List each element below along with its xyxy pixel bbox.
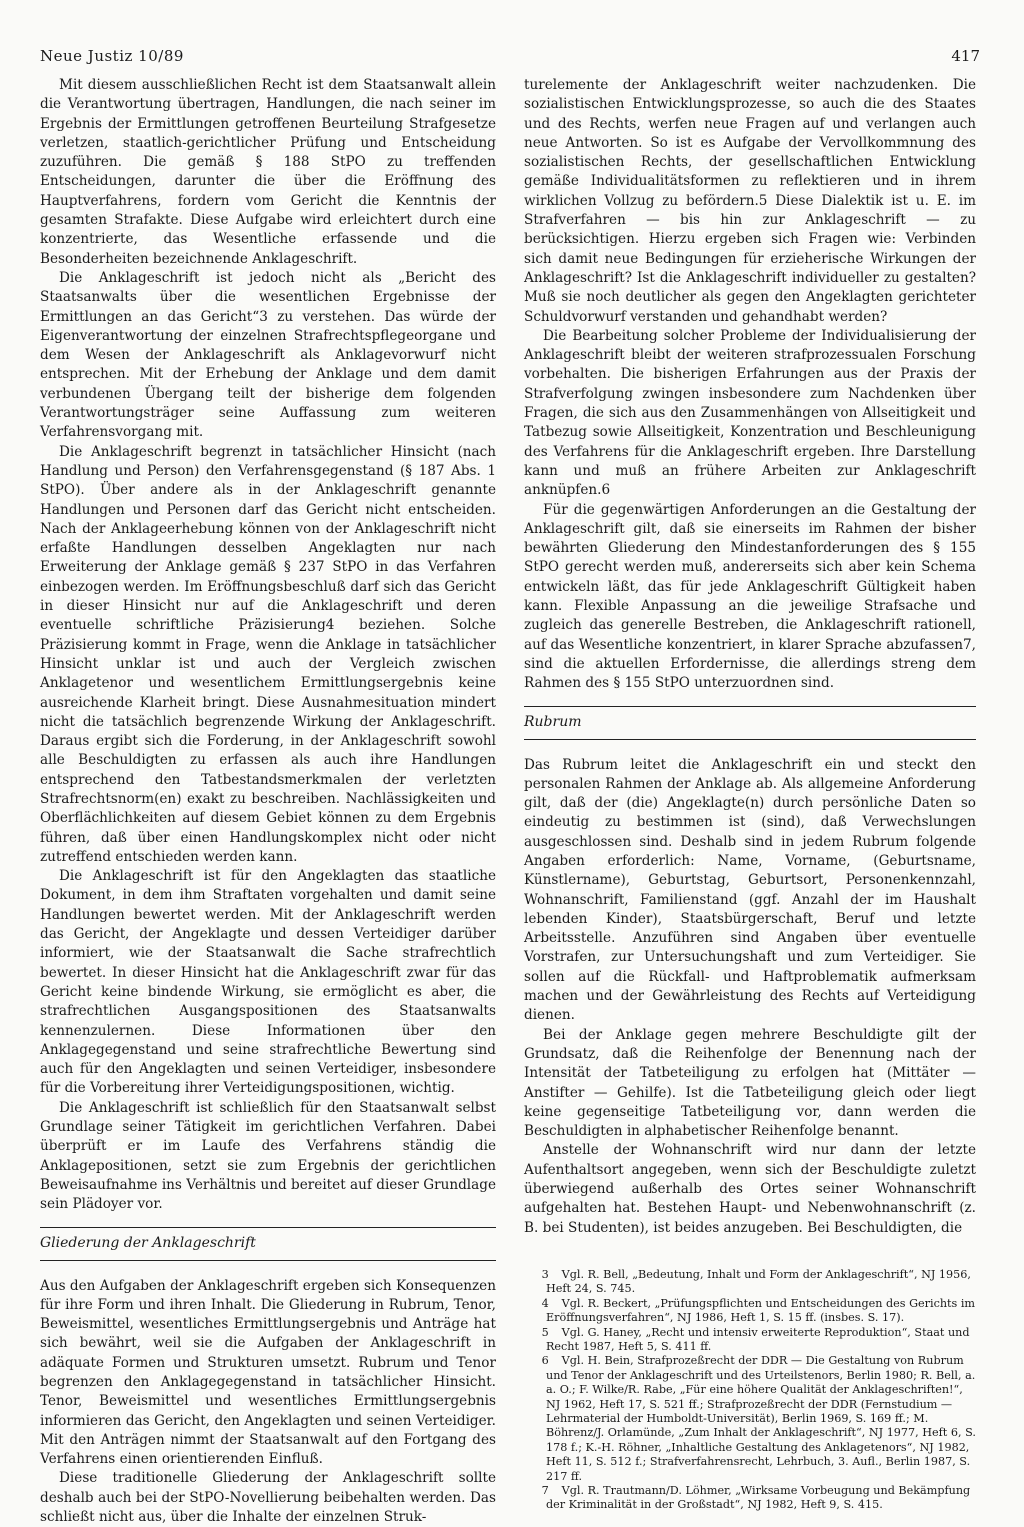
footnote-text: Vgl. R. Beckert, „Prüfungspflichten und Entscheidungen des Gerichts im Eröffnungsverfahren“, NJ 1986, Heft 1, S. 15 ff. (insbes. S. 17). [546,1296,976,1325]
paragraph: Anstelle der Wohnanschrift wird nur dann der letzte Aufenthaltsort angegeben, wenn sich der Beschuldigte zuletzt überwiegend außerhalb des Ortes seiner Wohnanschrift aufgehalten hat. Bestehen Haupt- und Nebenwohnanschrift (z. B. bei Studenten), ist beides anzugeben. Bei Beschuldigten, die [524,1142,976,1236]
paragraph: Für die gegenwärtigen Anforderungen an die Gestaltung der Anklageschrift gilt, daß sie einerseits im Rahmen der bisher bewährten Gliederung den Mindestanforderungen des § 155 StPO gerecht werden muß, andererseits sich aber kein Schema entwickeln läßt, das für jede Anklageschrift Gültigkeit haben kann. Flexible Anpassung an die jeweilige Strafsache und zugleich das generelle Bestreben, die Anklageschrift rationell, auf das Wesentliche konzentriert, in klarer Sprache abzufassen7, sind die aktuellen Erfordernisse, die allerdings streng dem Rahmen des § 155 StPO unterzuordnen sind. [524,501,976,692]
paragraph: Diese traditionelle Gliederung der Anklageschrift sollte deshalb auch bei der StPO-Novellierung beibehalten werden. Das schließt nicht aus, über die Inhalte der einzelnen Struk- [40,1470,496,1526]
paragraph: Die Anklageschrift ist schließlich für den Staatsanwalt selbst Grundlage seiner Tätigkeit im gerichtlichen Verfahren. Dabei überprüft er im Laufe des Verfahrens ständig die Anklagepositionen, setzt sie zum Ergebnis der gerichtlichen Beweisaufnahme ins Verhältnis und bereitet auf dieser Grundlage sein Plädoyer vor. [40,1099,496,1213]
footnote-number: 4 [541,1296,549,1310]
footnote-number: 6 [541,1354,549,1368]
paragraph: Aus den Aufgaben der Anklageschrift ergeben sich Konsequenzen für ihre Form und ihren Inhalt. Die Gliederung in Rubrum, Tenor, Beweismittel, wesentliches Ermittlungsergebnis und Anträge hat sich bewährt, weil sie die Aufgaben der Anklageschrift in adäquate Formen und Strukturen umsetzt. Rubrum und Tenor begrenzen den Anklagegegenstand in tatsächlicher Hinsicht. Tenor, Beweismittel und wesentliches Ermittlungsergebnis informieren das Gericht, den Angeklagten und seinen Verteidiger. Mit den Anträgen nimmt der Staatsanwalt auf den Fortgang des Verfahrens einen orientierenden Einfluß. [40,1277,496,1468]
footnote [524,1354,976,1484]
paragraph: Die Anklageschrift ist für den Angeklagten das staatliche Dokument, in dem ihm Straftaten vorgehalten und damit seine Handlungen bewertet werden. Mit der Anklageschrift werden das Gericht, der Angeklagte und dessen Verteidiger darüber informiert, wie der Staatsanwalt die Sache strafrechtlich bewertet. In dieser Hinsicht hat die Anklageschrift zwar für das Gericht keine bindende Wirkung, sie ermöglicht es aber, die strafrechtlichen Ausgangspositionen des Staatsanwalts kennenzulernen. Diese Informationen über den Anklagegegenstand und seine strafrechtliche Bewertung sind auch für den Angeklagten und seinen Verteidiger, insbesondere für die Vorbereitung ihrer Verteidigungspositionen, wichtig. [40,868,496,1097]
paragraph: Mit diesem ausschließlichen Recht ist dem Staatsanwalt allein die Verantwortung übertragen, Handlungen, die nach seiner im Ergebnis der Ermittlungen getroffenen Beurteilung Strafgesetze verletzen, staatlich-gerichtlicher Prüfung und Entscheidung zuzuführen. Die gemäß § 188 StPO zu treffenden Entscheidungen, darunter die über die Eröffnung des Hauptverfahrens, fordern vom Gericht die Kenntnis der gesamten Strafakte. Diese Aufgabe wird erleichtert durch eine konzentrierte, das Wesentliche erfassende und die Besonderheiten bezeichnende Anklageschrift. [40,77,496,267]
footnote [524,1484,976,1513]
footnote-number: 3 [541,1267,549,1281]
footnote-text: Vgl. R. Bell, „Bedeutung, Inhalt und Form der Anklageschrift“, NJ 1956, Heft 24, S. 745. [546,1267,971,1296]
paragraph: Bei der Anklage gegen mehrere Beschuldigte gilt der Grundsatz, daß die Reihenfolge der Benennung nach der Intensität der Tatbeteiligung zu erfolgen hat (Mittäter — Anstifter — Gehilfe). Ist die Tatbeteiligung gleich oder liegt keine gegenseitige Tatbeteiligung vor, dann werden die Beschuldigten in alphabetischer Reihenfolge benannt. [524,1026,976,1140]
footnote [524,1297,976,1326]
page-number: 417 [951,47,980,65]
footnote-text: Vgl. G. Haney, „Recht und intensiv erweiterte Reproduktion“, Staat und Recht 1987, Heft 5, S. 411 ff. [546,1325,970,1353]
footnote-number: 7 [541,1484,549,1498]
paragraph: turelemente der Anklageschrift weiter nachzudenken. Die sozialistischen Entwicklungsprozesse, so auch die des Staates und des Rechts, werfen neue Fragen auf und verlangen auch neue Antworten. So ist es Aufgabe der Vervollkommnung des sozialistischen Rechts, der gesellschaftlichen Entwicklung gemäße Individualitätsformen zu reflektieren und in ihrem wirklichen Vollzug zu befördern.5 Diese Dialektik ist u. E. im Strafverfahren — bis hin zur Anklageschrift — zu berücksichtigen. Hierzu ergeben sich Fragen wie: Verbinden sich damit neue Bedingungen für erzieherische Wirkungen der Anklageschrift? Ist die Anklageschrift individueller zu gestalten? Muß sie noch deutlicher als gegen den Angeklagten gerichteter Schuldvorwurf verstanden und gehandhabt werden? [524,77,976,325]
footnote-number: 5 [541,1325,549,1339]
paragraph: Die Anklageschrift ist jedoch nicht als „Bericht des Staatsanwalts über die wesentlichen Ergebnisse der Ermittlungen an das Gericht“3 zu verstehen. Das würde der Eigenverantwortung der einzelnen Strafrechtspflegeorgane und dem Wesen der Anklageschrift als Anklagevorwurf nicht entsprechen. Mit der Erhebung der Anklage und dem damit verbundenen Übergang teilt der bisherige dem folgenden Verantwortungsträger seine Auffassung zum weiteren Verfahrensvorgang mit. [40,269,496,441]
journal-title: Neue Justiz 10/89 [40,47,184,65]
paragraph: Die Bearbeitung solcher Probleme der Individualisierung der Anklageschrift bleibt der weiteren strafprozessualen Forschung vorbehalten. Die bisherigen Erfahrungen aus der Praxis der Strafverfolgung zwingen insbesondere zum Nachdenken über Fragen, die sich aus den Zusammenhängen von Allseitigkeit und Tatbezug sowie Allseitigkeit, Konzentration und Beschleunigung des Verfahrens für die Anklageschrift ergeben. Ihre Darstellung kann und muß an frühere Arbeiten zur Anklageschrift anknüpfen.6 [524,327,976,499]
right-column [524,76,976,1513]
footnote-text: Vgl. H. Bein, Strafprozeßrecht der DDR — Die Gestaltung von Rubrum und Tenor der Anklageschrift und des Urteilstenors, Berlin 1980; R. Bell, a. a. O.; F. Wilke/R. Rabe, „Für eine höhere Qualität der Anklageschriften!“, NJ 1962, Heft 17, S. 521 ff.; Strafprozeßrecht der DDR (Fernstudium — Lehrmaterial der Humboldt-Universität), Berlin 1969, S. 169 ff.; M. Böhrenz/J. Orlamünde, „Zum Inhalt der Anklageschrift“, NJ 1977, Heft 6, S. 178 f.; K.-H. Röhner, „Inhaltliche Gestaltung des Anklagetenors“, NJ 1982, Heft 11, S. 512 f.; Strafverfahrensrecht, Lehrbuch, 3. Aufl., Berlin 1987, S. 217 ff. [546,1354,976,1483]
paragraph: Die Anklageschrift begrenzt in tatsächlicher Hinsicht (nach Handlung und Person) den Verfahrensgegenstand (§ 187 Abs. 1 StPO). Über andere als in der Anklageschrift genannte Handlungen und Personen darf das Gericht nicht entscheiden. Nach der Anklageerhebung können von der Anklageschrift nicht erfaßte Handlungen desselben Angeklagten nur nach Erweiterung der Anklage gemäß § 237 StPO in das Verfahren einbezogen werden. Im Eröffnungsbeschluß darf sich das Gericht in dieser Hinsicht nur auf die Anklageschrift und deren eventuelle schriftliche Präzisierung4 beziehen. Solche Präzisierung kommt in Frage, wenn die Anklage in tatsächlicher Hinsicht unklar ist und auch der Vergleich zwischen Anklagetenor und wesentlichem Ermittlungsergebnis keine ausreichende Klarheit bringt. Diese Ausnahmesituation mindert nicht die tatsächlich begrenzende Wirkung der Anklageschrift. Daraus ergibt sich die Forderung, in der Anklageschrift sowohl alle Beschuldigten zu erfassen als auch ihre Handlungen entsprechend den Tatbestandsmerkmalen der verletzten Strafrechtsnorm(en) exakt zu beschreiben. Nachlässigkeiten und Oberflächlichkeiten auf diesem Gebiet können zu dem Ergebnis führen, daß über einen Handlungskomplex nicht oder nicht zutreffend entschieden werden kann. [40,443,496,865]
section-heading: Gliederung der Anklageschrift [40,1227,496,1261]
left-column [40,76,496,1527]
footnote [524,1326,976,1355]
page-header [40,44,980,68]
footnotes [524,1268,976,1513]
section-heading: Rubrum [524,706,976,740]
footnote [524,1268,976,1297]
footnote-text: Vgl. R. Trautmann/D. Löhmer, „Wirksame Vorbeugung und Bekämpfung der Kriminalität in der Großstadt“, NJ 1982, Heft 9, S. 415. [546,1484,971,1512]
paragraph: Das Rubrum leitet die Anklageschrift ein und steckt den personalen Rahmen der Anklage ab. Als allgemeine Anforderung gilt, daß der (die) Angeklagte(n) durch persönliche Daten so eindeutig zu bestimmen ist (sind), daß Verwechslungen ausgeschlossen sind. Deshalb sind in jedem Rubrum folgende Angaben erforderlich: Name, Vorname, (Geburtsname, Künstlername), Geburtstag, Geburtsort, Personenkennzahl, Wohnanschrift, Familienstand (ggf. Anzahl der im Haushalt lebenden Kinder), Staatsbürgerschaft, Beruf und letzte Arbeitsstelle. Anzuführen sind Angaben über eventuelle Vorstrafen, zur Untersuchungshaft und zum Verteidiger. Sie sollen auf die Rückfall- und Haftproblematik aufmerksam machen und der Gewährleistung des Rechts auf Verteidigung dienen. [524,756,976,1024]
